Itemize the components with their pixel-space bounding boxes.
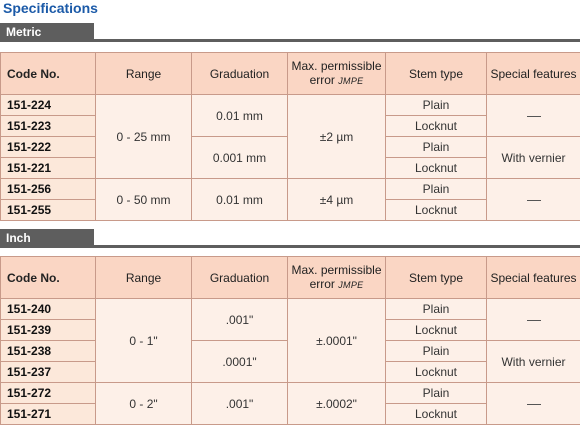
- stem-cell: Plain: [386, 299, 487, 320]
- graduation-cell: 0.001 mm: [192, 137, 288, 179]
- features-header: Special features: [487, 257, 580, 299]
- stem-cell: Locknut: [386, 158, 487, 179]
- range-header: Range: [96, 53, 192, 95]
- stem-cell: Plain: [386, 179, 487, 200]
- graduation-cell: .0001": [192, 341, 288, 383]
- stem-cell: Plain: [386, 341, 487, 362]
- table-row: [1, 95, 580, 116]
- mpe-header: [288, 257, 386, 299]
- code-cell: 151-221: [1, 158, 96, 179]
- features-cell: [487, 95, 580, 137]
- features-cell: [487, 383, 580, 425]
- metric-spec-table: [0, 52, 580, 221]
- stem-cell: Locknut: [386, 320, 487, 341]
- features-header: Special features: [487, 53, 580, 95]
- table-row: [1, 299, 580, 320]
- mpe-cell: ±2 µm: [288, 95, 386, 179]
- stem-cell: Locknut: [386, 404, 487, 425]
- mpe-cell: ±.0001": [288, 299, 386, 383]
- features-cell: With vernier: [487, 137, 580, 179]
- mpe-symbol: JMPE: [338, 76, 364, 86]
- inch-section-bar: [0, 229, 580, 248]
- stem-cell: Plain: [386, 137, 487, 158]
- dash-icon: [527, 404, 541, 405]
- dash-icon: [527, 116, 541, 117]
- metric-section-label: Metric: [0, 23, 94, 42]
- mpe-header-line1: Max. permissible: [291, 59, 382, 73]
- range-cell: 0 - 1": [96, 299, 192, 383]
- stem-cell: Locknut: [386, 362, 487, 383]
- dash-icon: [527, 200, 541, 201]
- code-cell: 151-238: [1, 341, 96, 362]
- range-cell: 0 - 50 mm: [96, 179, 192, 221]
- inch-section-rule: [94, 245, 580, 248]
- features-cell: [487, 299, 580, 341]
- mpe-header-line2: error: [309, 73, 339, 87]
- code-cell: 151-256: [1, 179, 96, 200]
- mpe-header-line1: Max. permissible: [291, 263, 382, 277]
- graduation-header: Graduation: [192, 257, 288, 299]
- stem-cell: Locknut: [386, 200, 487, 221]
- range-cell: 0 - 2": [96, 383, 192, 425]
- stem-header: Stem type: [386, 53, 487, 95]
- stem-cell: Plain: [386, 383, 487, 404]
- code-header: Code No.: [1, 53, 96, 95]
- code-cell: 151-271: [1, 404, 96, 425]
- table-row: [1, 383, 580, 404]
- metric-section-rule: [94, 39, 580, 42]
- dash-icon: [527, 320, 541, 321]
- range-header: Range: [96, 257, 192, 299]
- mpe-cell: ±.0002": [288, 383, 386, 425]
- graduation-cell: .001": [192, 299, 288, 341]
- graduation-cell: 0.01 mm: [192, 179, 288, 221]
- graduation-cell: 0.01 mm: [192, 95, 288, 137]
- code-cell: 151-240: [1, 299, 96, 320]
- code-cell: 151-222: [1, 137, 96, 158]
- graduation-cell: .001": [192, 383, 288, 425]
- code-cell: 151-224: [1, 95, 96, 116]
- range-cell: 0 - 25 mm: [96, 95, 192, 179]
- code-header: Code No.: [1, 257, 96, 299]
- table-row: [1, 179, 580, 200]
- table-header-row: [1, 257, 580, 299]
- mpe-header-line2: error: [309, 277, 339, 291]
- stem-header: Stem type: [386, 257, 487, 299]
- mpe-cell: ±4 µm: [288, 179, 386, 221]
- page-title: Specifications: [3, 0, 98, 16]
- mpe-symbol: JMPE: [338, 280, 364, 290]
- stem-cell: Plain: [386, 95, 487, 116]
- mpe-header: [288, 53, 386, 95]
- code-cell: 151-272: [1, 383, 96, 404]
- features-cell: [487, 179, 580, 221]
- metric-section-bar: [0, 23, 580, 42]
- code-cell: 151-239: [1, 320, 96, 341]
- table-header-row: [1, 53, 580, 95]
- stem-cell: Locknut: [386, 116, 487, 137]
- code-cell: 151-223: [1, 116, 96, 137]
- code-cell: 151-255: [1, 200, 96, 221]
- graduation-header: Graduation: [192, 53, 288, 95]
- inch-spec-table: [0, 256, 580, 425]
- code-cell: 151-237: [1, 362, 96, 383]
- features-cell: With vernier: [487, 341, 580, 383]
- inch-section-label: Inch: [0, 229, 94, 248]
